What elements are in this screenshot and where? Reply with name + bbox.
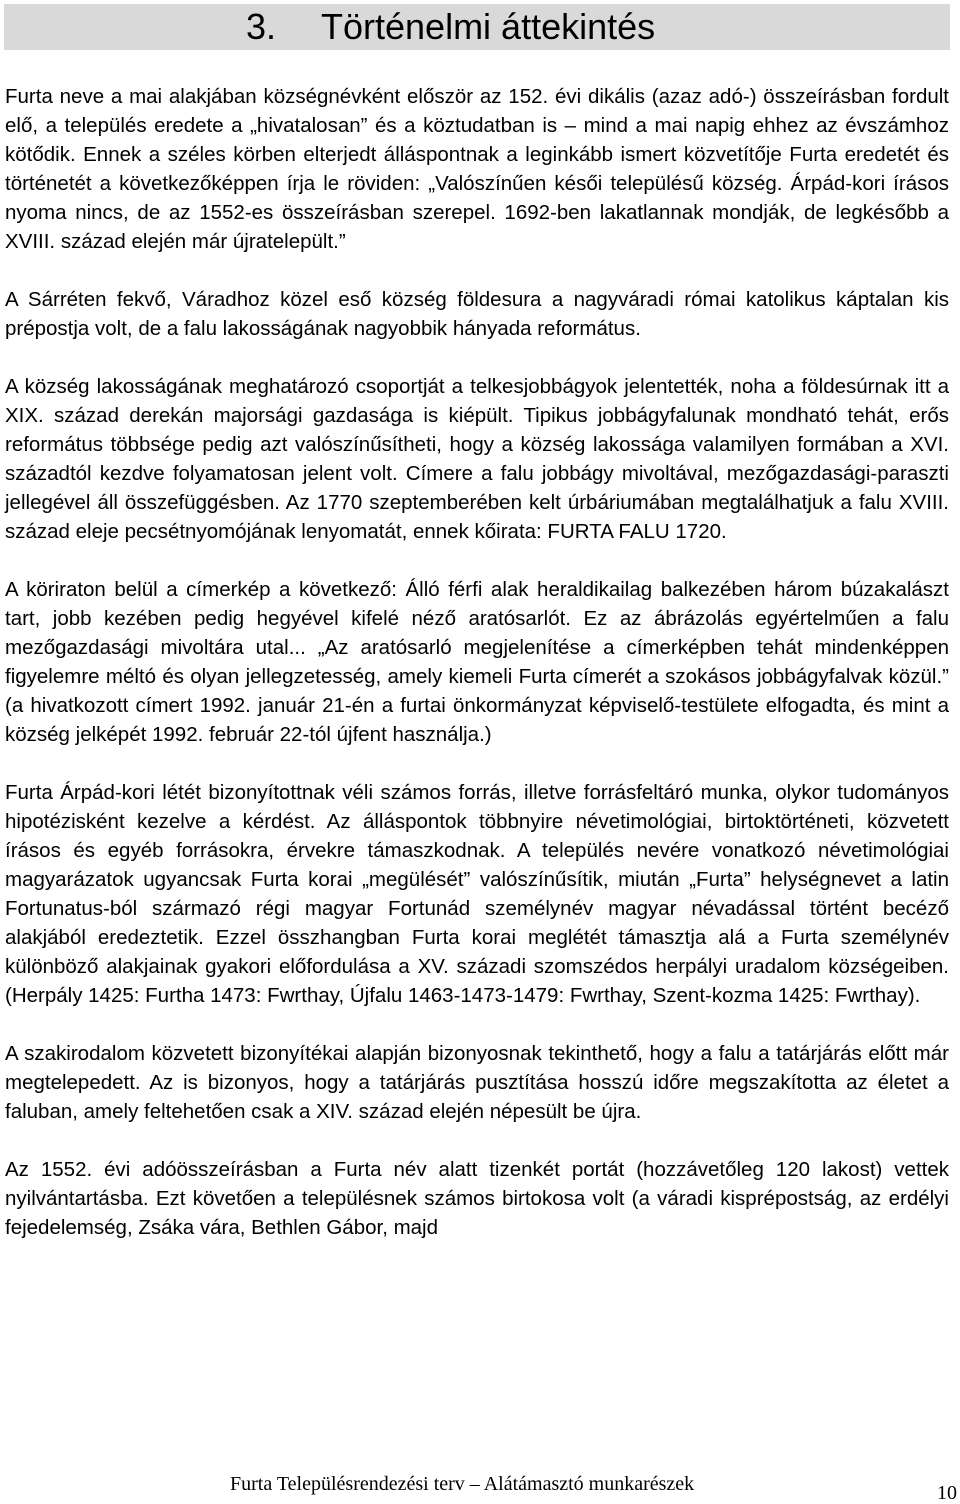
paragraph-5: Furta Árpád-kori létét bizonyítottnak véli számos forrás, illetve forrásfeltáró munka, olykor tudományos hipotézisként kezelve a kérdést. Az álláspontok többnyire névetimológiai, birtoktörténeti, közvetett írásos és egyéb forrásokra, érvekre támaszkodnak. A település nevére vonatkozó névetimológiai magyarázatok ugyancsak Furta korai „megülését” valószínűsítik, miután „Furta” helységnevet a latin Fortunatus-ból származó régi magyar Fortunád személynév magyar névadással történt becéző alakjából eredeztetik. Ezzel összhangban Furta korai meglétét támasztja alá a Furta személynév különböző alakjainak gyakori előfordulása a XV. századi szomszédos herpályi uradalom községeiben. (Herpály 1425: Furtha 1473: Fwrthay, Újfalu 1463-1473-1479: Fwrthay, Szent-kozma 1425: Fwrthay). xyxy=(5,781,949,1007)
page-footer: Furta Településrendezési terv – Alátámasztó munkarészek xyxy=(230,1473,695,1495)
section-number: 3. xyxy=(246,6,277,47)
paragraph-6: A szakirodalom közvetett bizonyítékai alapján bizonyosnak tekinthető, hogy a falu a tatárjárás előtt már megtelepedett. Az is bizonyos, hogy a tatárjárás pusztítása hosszú időre megszakította az életet a faluban, amely feltehetően csak a XIV. század elején népesült be újra. xyxy=(5,1042,949,1123)
paragraph-1: Furta neve a mai alakjában községnévként először az 152. évi dikális (azaz adó-) összeírásban fordult elő, a település eredete a „hivatalosan” és a köztudatban is – mind a mai napig ehhez az évszámhoz kötődik. Ennek a széles körben elterjedt álláspontnak a leginkább ismert közvetítője Furta eredetét és történetét a következőképpen írja le röviden: „Valószínűen késői településű község. Árpád-kori írásos nyoma nincs, de az 1552-es összeírásban szerepel. 1692-ben lakatlannak mondják, de legkésőbb a XVIII. század elején már újratelepült.” xyxy=(5,85,949,253)
page-number: 10 xyxy=(937,1482,957,1504)
section-heading xyxy=(246,4,655,50)
section-title: Történelmi áttekintés xyxy=(321,6,656,47)
paragraph-7: Az 1552. évi adóösszeírásban a Furta név alatt tizenkét portát (hozzávetőleg 120 lakost) vettek nyilvántartásba. Ezt követően a településnek számos birtokosa volt (a váradi kisprépostság, az erdélyi fejedelemség, Zsáka vára, Bethlen Gábor, majd xyxy=(5,1158,949,1239)
paragraph-2: A Sárréten fekvő, Váradhoz közel eső község földesura a nagyváradi római katolikus káptalan kis prépostja volt, de a falu lakosságának nagyobbik hányada református. xyxy=(5,288,949,340)
paragraph-3: A község lakosságának meghatározó csoportját a telkesjobbágyok jelentették, noha a földesúrnak itt a XIX. század derekán majorsági gazdasága is kiépült. Tipikus jobbágyfalunak mondható tehát, erős református többsége pedig azt valószínűsítheti, hogy a község lakossága valamilyen formában a XVI. századtól kezdve folyamatosan jelent volt. Címere a falu jobbágy mivoltával, mezőgazdasági-paraszti jellegével áll összefüggésben. Az 1770 szeptemberében kelt úrbáriumában megtalálhatjuk a falu XVIII. század eleje pecsétnyomójának lenyomatát, ennek kőirata: FURTA FALU 1720. xyxy=(5,375,949,543)
document-body xyxy=(5,82,949,1242)
paragraph-4: A köriraton belül a címerkép a következő: Álló férfi alak heraldikailag balkezében három búzakalászt tart, jobb kezében pedig hegyével kifelé néző aratósarlót. Ez az ábrázolás egyértelműen a falu mezőgazdasági mivoltára utal... „Az aratósarló megjelenítése a címerképben tehát mindenképpen figyelemre méltó és olyan jellegzetesség, amely kiemeli Furta címerét a szokásos jobbágyfalvak közül.” (a hivatkozott címert 1992. január 21-én a furtai önkormányzat képviselő-testülete elfogadta, és mint a község jelképét 1992. február 22-tól újfent használja.) xyxy=(5,578,949,746)
